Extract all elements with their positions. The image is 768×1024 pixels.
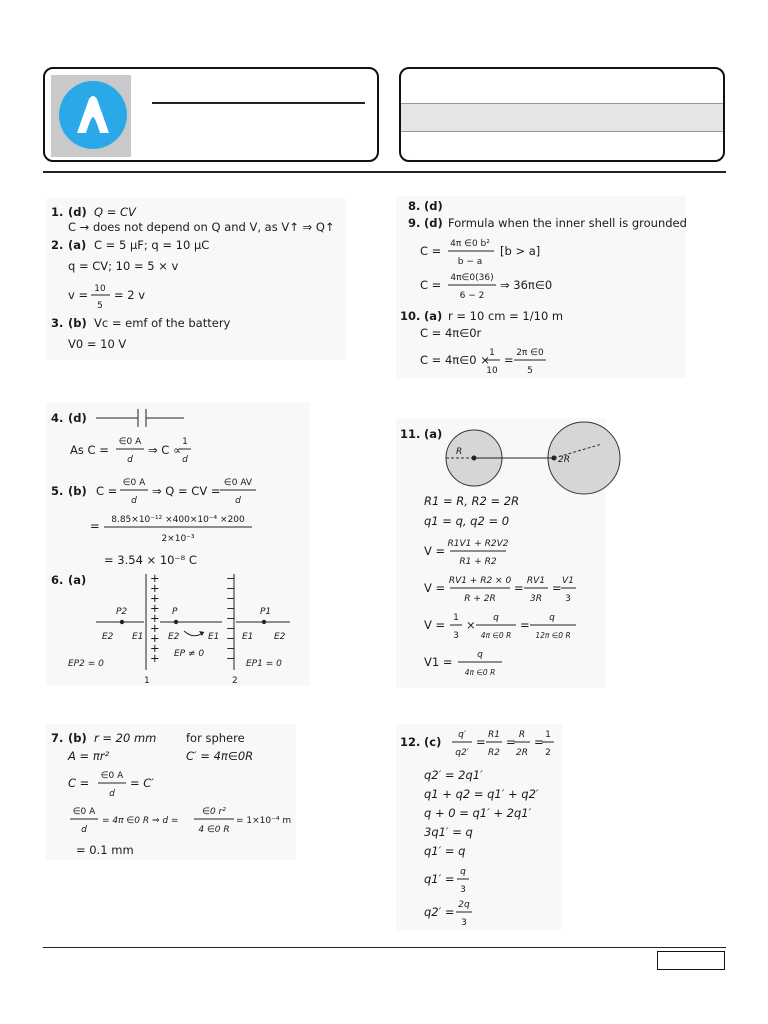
q12-line4: q + 0 = q1′ + 2q1′ bbox=[424, 806, 532, 820]
q12-frac3-num: R bbox=[518, 730, 526, 740]
q5-number: 5. bbox=[51, 484, 64, 498]
header-band bbox=[401, 103, 723, 132]
q5-frac-num: ∈0 A bbox=[122, 478, 146, 488]
q11-frac-num: R1V1 + R2V2 bbox=[447, 539, 509, 549]
q11-line4: V = bbox=[424, 581, 446, 595]
answer-block-7 bbox=[46, 724, 296, 860]
q12-frac5-num: q bbox=[460, 867, 466, 877]
q5-calc-den: 2×10⁻³ bbox=[161, 534, 195, 544]
q6-e1-right: E1 bbox=[242, 632, 254, 642]
capacitor-symbol-icon bbox=[96, 409, 184, 427]
q10-line2: C = 4π∈0r bbox=[420, 326, 482, 340]
svg-text:+: + bbox=[150, 571, 160, 585]
q9-frac-num: 4π ∈0 b² bbox=[450, 239, 490, 249]
svg-text:=: = bbox=[504, 353, 514, 367]
q11-line3: V = bbox=[424, 544, 446, 558]
q4-frac-num: ∈0 A bbox=[118, 437, 142, 447]
q3-number: 3. bbox=[51, 316, 64, 330]
q6-p-label: P bbox=[172, 607, 178, 617]
q7-answer: (b) bbox=[68, 731, 87, 745]
q12-frac3-den: 2R bbox=[516, 748, 528, 758]
q7-number: 7. bbox=[51, 731, 64, 745]
q10-answer: (a) bbox=[424, 309, 443, 323]
q10-frac2-num: 2π ∈0 bbox=[516, 348, 544, 358]
q3-line2: V0 = 10 V bbox=[68, 337, 127, 351]
q8-answer: (d) bbox=[424, 199, 443, 213]
q11-line6: V1 = bbox=[424, 655, 453, 669]
q9-frac2-den: 6 − 2 bbox=[459, 291, 485, 301]
q12-frac2-num: R1 bbox=[488, 730, 500, 740]
q11-frac2-den: R + 2R bbox=[464, 594, 496, 604]
q7-line5: = 0.1 mm bbox=[76, 843, 134, 857]
q7-line2: A = πr² bbox=[68, 749, 110, 763]
q11-frac6-num: q bbox=[493, 613, 499, 623]
svg-text:+: + bbox=[150, 641, 160, 655]
svg-text:=: = bbox=[476, 735, 486, 749]
q10-line3: C = 4π∈0 × bbox=[420, 353, 490, 367]
q11-frac7-den: 12π ∈0 R bbox=[535, 631, 571, 640]
q12-frac-num: q′ bbox=[458, 730, 466, 740]
q12-line6: q1′ = q bbox=[424, 844, 466, 858]
q2-answer: (a) bbox=[68, 238, 87, 252]
q7-result: = 1×10⁻⁴ m bbox=[236, 816, 292, 826]
q5-q-expression: ⇒ Q = CV = bbox=[152, 484, 221, 498]
q11-line5: V = bbox=[424, 618, 446, 632]
q2-frac-num: 10 bbox=[94, 284, 106, 294]
svg-text:−: − bbox=[226, 631, 236, 645]
q12-line7: q1′ = bbox=[424, 872, 455, 886]
q11-frac5-num: 1 bbox=[453, 613, 459, 623]
svg-text:×: × bbox=[466, 618, 476, 632]
q4-line1: As C = bbox=[70, 443, 109, 457]
svg-text:+: + bbox=[150, 591, 160, 605]
q6-e2-mid: E2 bbox=[168, 632, 180, 642]
q7-for-sphere: for sphere bbox=[186, 731, 245, 745]
q7-frac-den: d bbox=[109, 789, 115, 799]
q7-line1: r = 20 mm bbox=[94, 731, 157, 745]
q9-line3: C = bbox=[420, 278, 442, 292]
svg-text:=: = bbox=[520, 618, 530, 632]
q11-line1: R1 = R, R2 = 2R bbox=[424, 494, 520, 508]
q3-answer: (b) bbox=[68, 316, 87, 330]
q12-frac2-den: R2 bbox=[488, 748, 500, 758]
q12-frac6-den: 3 bbox=[461, 918, 467, 928]
title-underline bbox=[152, 102, 365, 104]
connected-spheres-diagram bbox=[446, 422, 620, 494]
q6-plate-1-label: 1 bbox=[144, 676, 150, 686]
svg-text:=: = bbox=[552, 581, 562, 595]
q11-frac8-num: q bbox=[477, 650, 483, 660]
svg-text:−: − bbox=[226, 611, 236, 625]
q7-line3: C = bbox=[68, 776, 90, 790]
q6-e2-right: E2 bbox=[274, 632, 286, 642]
q4-number: 4. bbox=[51, 411, 64, 425]
q6-ep2: EP2 = 0 bbox=[68, 659, 104, 669]
header-left-box bbox=[43, 67, 379, 162]
q6-e1-mid: E1 bbox=[208, 632, 220, 642]
q12-line2: q2′ = 2q1′ bbox=[424, 768, 483, 782]
q9-result: ⇒ 36π∈0 bbox=[500, 278, 553, 292]
q12-line3: q1 + q2 = q1′ + q2′ bbox=[424, 787, 539, 801]
svg-text:+: + bbox=[150, 581, 160, 595]
q11-frac4-num: V1 bbox=[562, 576, 574, 586]
q2-line3: v = bbox=[68, 288, 89, 302]
q4-frac2-den: d bbox=[182, 455, 188, 465]
letter-a-logo-icon bbox=[59, 81, 127, 149]
q9-number: 9. bbox=[408, 216, 421, 230]
q2-line2: q = CV; 10 = 5 × v bbox=[68, 259, 179, 273]
q6-p2-label: P2 bbox=[116, 607, 128, 617]
answer-block-4-6 bbox=[46, 402, 310, 686]
q12-line5: 3q1′ = q bbox=[424, 825, 473, 839]
q5-frac2-den: d bbox=[235, 496, 241, 506]
answer-block-12 bbox=[396, 724, 562, 930]
q7-frac2-den: d bbox=[81, 825, 87, 835]
q9-condition: [b > a] bbox=[500, 244, 541, 258]
svg-text:−: − bbox=[226, 591, 236, 605]
q5-result: = 3.54 × 10⁻⁸ C bbox=[104, 553, 197, 567]
q2-line3-result: = 2 v bbox=[114, 288, 146, 302]
q2-frac-den: 5 bbox=[97, 301, 103, 311]
svg-text:+: + bbox=[150, 631, 160, 645]
q7-frac-num: ∈0 A bbox=[100, 771, 124, 781]
q6-plate-2-label: 2 bbox=[232, 676, 238, 686]
q7-frac3-den: 4 ∈0 R bbox=[198, 825, 230, 835]
q9-line2: C = bbox=[420, 244, 442, 258]
q2-line1: C = 5 µF; q = 10 µC bbox=[94, 238, 210, 252]
svg-text:−: − bbox=[226, 571, 236, 585]
q12-frac-den: q2′ bbox=[455, 748, 469, 758]
q11-answer: (a) bbox=[424, 427, 443, 441]
svg-text:+: + bbox=[150, 601, 160, 615]
answer-block-8-10 bbox=[396, 196, 686, 378]
q11-line2: q1 = q, q2 = 0 bbox=[424, 514, 510, 528]
svg-text:−: − bbox=[226, 641, 236, 655]
q5-frac2-num: ∈0 AV bbox=[223, 478, 253, 488]
q11-frac-den: R1 + R2 bbox=[459, 557, 497, 567]
q1-answer: (d) bbox=[68, 205, 87, 219]
svg-text:=: = bbox=[506, 735, 516, 749]
q2-number: 2. bbox=[51, 238, 64, 252]
svg-text:=: = bbox=[514, 581, 524, 595]
logo bbox=[51, 75, 131, 157]
q5-answer: (b) bbox=[68, 484, 87, 498]
top-divider bbox=[43, 171, 726, 173]
q10-frac2-den: 5 bbox=[527, 366, 533, 376]
q10-frac-num: 1 bbox=[489, 348, 495, 358]
q8-number: 8. bbox=[408, 199, 421, 213]
q11-frac3-den: 3R bbox=[530, 594, 542, 604]
q9-line1: Formula when the inner shell is grounded bbox=[448, 216, 687, 230]
q5-frac-den: d bbox=[131, 496, 137, 506]
q6-ep1: EP1 = 0 bbox=[246, 659, 282, 669]
bottom-divider bbox=[43, 947, 726, 948]
q4-frac2-num: 1 bbox=[182, 437, 188, 447]
q6-e1-left: E1 bbox=[132, 632, 144, 642]
q6-ep: EP ≠ 0 bbox=[174, 649, 205, 659]
q11-frac2-num: RV1 + R2 × 0 bbox=[448, 576, 512, 586]
q12-answer: (c) bbox=[424, 735, 442, 749]
q3-line1: Vc = emf of the battery bbox=[94, 316, 231, 330]
q7-sphere-capacitance: C′ = 4π∈0R bbox=[186, 749, 254, 763]
answer-block-11 bbox=[396, 418, 606, 688]
q7-frac2-num: ∈0 A bbox=[72, 807, 96, 817]
svg-text:=: = bbox=[90, 519, 100, 533]
q4-frac-den: d bbox=[127, 455, 133, 465]
q12-number: 12. bbox=[400, 735, 421, 749]
q10-frac-den: 10 bbox=[486, 366, 498, 376]
q4-proportional: ⇒ C ∝ bbox=[148, 443, 182, 457]
q1-line2: C → does not depend on Q and V, as V↑ ⇒ Q↑ bbox=[68, 220, 335, 234]
q5-line1: C = bbox=[96, 484, 118, 498]
q5-calc-num: 8.85×10⁻¹² ×400×10⁻⁴ ×200 bbox=[111, 515, 245, 525]
q9-answer: (d) bbox=[424, 216, 443, 230]
q7-line4: = 4π ∈0 R ⇒ d = bbox=[102, 816, 179, 826]
page-number-box bbox=[657, 951, 725, 970]
svg-text:−: − bbox=[226, 581, 236, 595]
svg-text:+: + bbox=[150, 651, 160, 665]
svg-text:−: − bbox=[226, 621, 236, 635]
q7-equals-c: = C′ bbox=[130, 776, 154, 790]
header-right-box bbox=[399, 67, 725, 162]
q12-frac4-num: 1 bbox=[545, 730, 551, 740]
q10-line1: r = 10 cm = 1/10 m bbox=[448, 309, 564, 323]
q12-frac4-den: 2 bbox=[545, 748, 551, 758]
svg-text:−: − bbox=[226, 601, 236, 615]
q11-frac8-den: 4π ∈0 R bbox=[464, 668, 496, 677]
q12-frac6-num: 2q bbox=[458, 900, 470, 910]
q11-frac3-num: RV1 bbox=[526, 576, 546, 586]
q11-2r-label: 2R bbox=[558, 455, 570, 465]
q11-frac5-den: 3 bbox=[453, 631, 459, 641]
q11-r-label: R bbox=[456, 447, 463, 457]
q9-frac-den: b − a bbox=[457, 257, 483, 267]
q6-number: 6. bbox=[51, 573, 64, 587]
answer-block-1-3 bbox=[46, 198, 346, 360]
svg-text:+: + bbox=[150, 611, 160, 625]
q11-number: 11. bbox=[400, 427, 421, 441]
q1-number: 1. bbox=[51, 205, 64, 219]
q6-answer: (a) bbox=[68, 573, 87, 587]
q11-frac4-den: 3 bbox=[565, 594, 571, 604]
q6-e2-left: E2 bbox=[102, 632, 114, 642]
q12-line8: q2′ = bbox=[424, 905, 455, 919]
q11-frac7-num: q bbox=[549, 613, 555, 623]
q4-answer: (d) bbox=[68, 411, 87, 425]
q11-frac6-den: 4π ∈0 R bbox=[480, 631, 512, 640]
svg-text:+: + bbox=[150, 621, 160, 635]
svg-text:−: − bbox=[226, 651, 236, 665]
q9-frac2-num: 4π∈0(36) bbox=[450, 273, 494, 283]
q6-p1-label: P1 bbox=[260, 607, 272, 617]
q7-frac3-num: ∈0 r² bbox=[202, 807, 226, 817]
svg-text:=: = bbox=[534, 735, 544, 749]
q10-number: 10. bbox=[400, 309, 421, 323]
q1-line1: Q = CV bbox=[94, 205, 136, 219]
q12-frac5-den: 3 bbox=[460, 885, 466, 895]
